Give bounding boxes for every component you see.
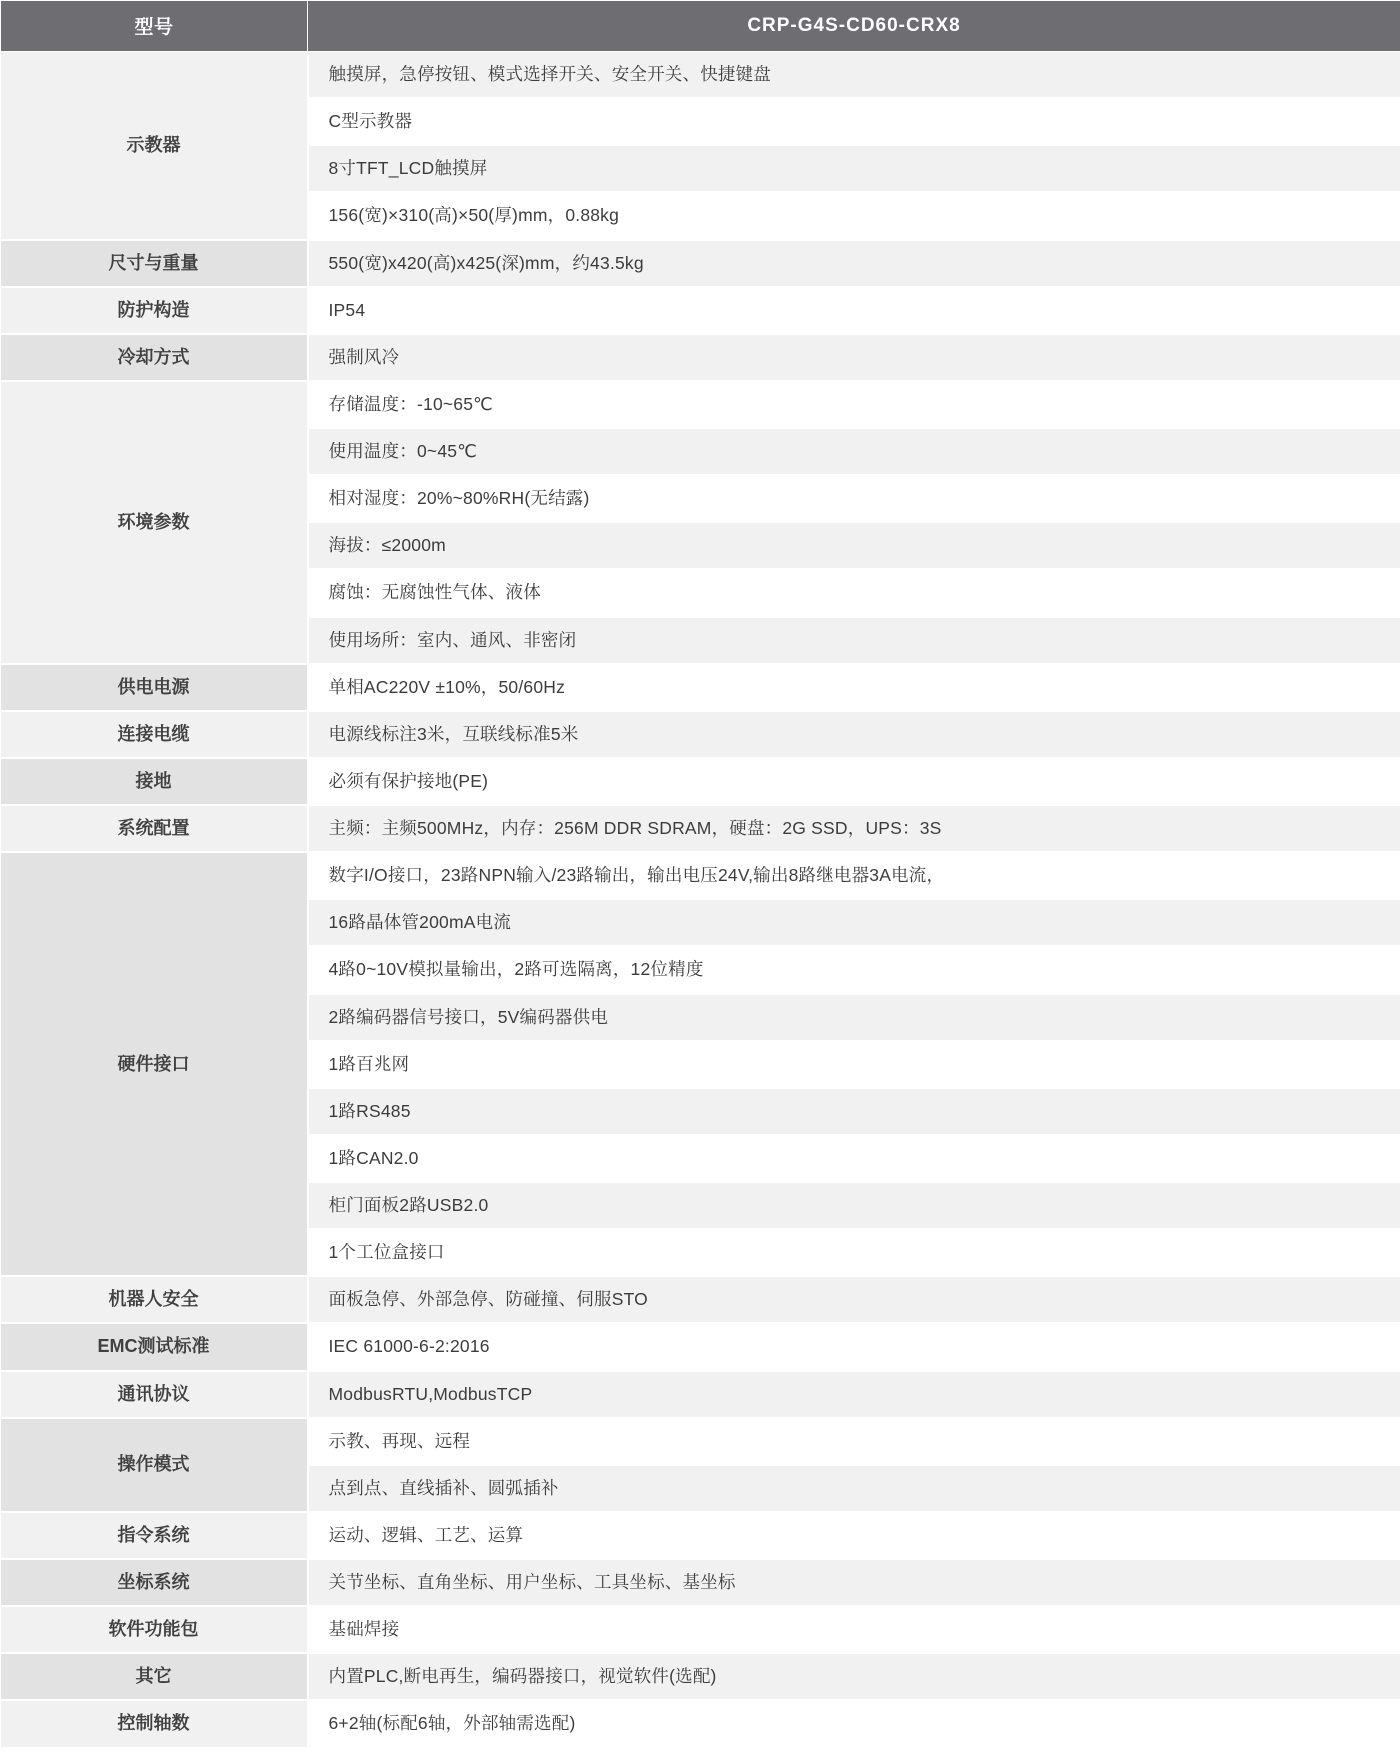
row-values (308, 287, 1400, 334)
row-value-line: 必须有保护接地(PE) (309, 759, 1400, 804)
row-value-line: 156(宽)×310(高)×50(厚)mm，0.88kg (309, 193, 1400, 238)
table-row (1, 1559, 1400, 1606)
row-value-line: 8寸TFT_LCD触摸屏 (309, 146, 1400, 193)
row-label: 尺寸与重量 (1, 240, 308, 287)
table-body (1, 52, 1400, 1748)
row-values (308, 240, 1400, 287)
row-label: 防护构造 (1, 287, 308, 334)
table-row (1, 1323, 1400, 1370)
row-value-line: 海拔：≤2000m (309, 523, 1400, 570)
row-label: 操作模式 (1, 1418, 308, 1512)
row-value-line: 关节坐标、直角坐标、用户坐标、工具坐标、基坐标 (309, 1560, 1400, 1605)
row-values (308, 1512, 1400, 1559)
table-row (1, 664, 1400, 711)
table-row (1, 287, 1400, 334)
table-row (1, 52, 1400, 240)
row-values (308, 1700, 1400, 1747)
row-label: 软件功能包 (1, 1606, 308, 1653)
row-label: 环境参数 (1, 381, 308, 664)
table-row (1, 758, 1400, 805)
row-value-line: 单相AC220V ±10%，50/60Hz (309, 665, 1400, 710)
row-value-line: ModbusRTU,ModbusTCP (309, 1372, 1400, 1417)
row-value-line: 1路RS485 (309, 1089, 1400, 1136)
row-values (308, 1371, 1400, 1418)
row-label: 系统配置 (1, 805, 308, 852)
row-values (308, 381, 1400, 664)
row-value-line: IEC 61000-6-2:2016 (309, 1324, 1400, 1369)
table-row (1, 334, 1400, 381)
row-value-line: 示教、再现、远程 (309, 1419, 1400, 1466)
row-values (308, 711, 1400, 758)
table-row (1, 381, 1400, 664)
row-value-line: 柜门面板2路USB2.0 (309, 1183, 1400, 1230)
row-value-line: C型示教器 (309, 99, 1400, 146)
row-label: 控制轴数 (1, 1700, 308, 1747)
row-values (308, 805, 1400, 852)
bottom-spacer (0, 1749, 1400, 1763)
table-row (1, 1418, 1400, 1512)
row-value-line: 4路0~10V模拟量输出，2路可选隔离，12位精度 (309, 947, 1400, 994)
header-label-cell: 型号 (1, 1, 308, 52)
row-value-line: 2路编码器信号接口，5V编码器供电 (309, 995, 1400, 1042)
row-value-line: 1个工位盒接口 (309, 1230, 1400, 1275)
row-label: 其它 (1, 1653, 308, 1700)
row-value-line: 内置PLC,断电再生，编码器接口，视觉软件(选配) (309, 1654, 1400, 1699)
row-values (308, 1653, 1400, 1700)
table-row (1, 1276, 1400, 1323)
row-values (308, 52, 1400, 240)
row-value-line: 基础焊接 (309, 1607, 1400, 1652)
header-model-cell: CRP-G4S-CD60-CRX8 (308, 1, 1400, 52)
table-row (1, 1653, 1400, 1700)
row-values (308, 758, 1400, 805)
row-values (308, 1323, 1400, 1370)
row-value-line: 面板急停、外部急停、防碰撞、伺服STO (309, 1277, 1400, 1322)
row-label: 示教器 (1, 52, 308, 240)
row-label: 坐标系统 (1, 1559, 308, 1606)
row-value-line: 相对湿度：20%~80%RH(无结露) (309, 476, 1400, 523)
table-row (1, 1512, 1400, 1559)
row-value-line: 16路晶体管200mA电流 (309, 900, 1400, 947)
row-label: 供电电源 (1, 664, 308, 711)
row-value-line: IP54 (309, 288, 1400, 333)
row-label: 通讯协议 (1, 1371, 308, 1418)
row-label: 接地 (1, 758, 308, 805)
row-value-line: 触摸屏，急停按钮、模式选择开关、安全开关、快捷键盘 (309, 52, 1400, 99)
table-row (1, 711, 1400, 758)
table-row (1, 1700, 1400, 1747)
row-label: 连接电缆 (1, 711, 308, 758)
row-value-line: 腐蚀：无腐蚀性气体、液体 (309, 570, 1400, 617)
row-label: 冷却方式 (1, 334, 308, 381)
row-values (308, 334, 1400, 381)
row-value-line: 1路百兆网 (309, 1042, 1400, 1089)
table-header-row (1, 1, 1400, 52)
row-value-line: 550(宽)x420(高)x425(深)mm，约43.5kg (309, 241, 1400, 286)
row-values (308, 1418, 1400, 1512)
row-value-line: 强制风冷 (309, 335, 1400, 380)
row-value-line: 使用场所：室内、通风、非密闭 (309, 618, 1400, 663)
row-value-line: 1路CAN2.0 (309, 1136, 1400, 1183)
row-value-line: 存储温度：-10~65℃ (309, 382, 1400, 429)
row-value-line: 主频：主频500MHz，内存：256M DDR SDRAM，硬盘：2G SSD，UPS：3S (309, 806, 1400, 851)
row-values (308, 664, 1400, 711)
row-values (308, 1559, 1400, 1606)
row-label: EMC测试标准 (1, 1323, 308, 1370)
row-values (308, 1276, 1400, 1323)
row-label: 机器人安全 (1, 1276, 308, 1323)
row-value-line: 数字I/O接口，23路NPN输入/23路输出，输出电压24V,输出8路继电器3A电流， (309, 853, 1400, 900)
table-row (1, 240, 1400, 287)
row-values (308, 852, 1400, 1276)
table-row (1, 1606, 1400, 1653)
row-value-line: 运动、逻辑、工艺、运算 (309, 1513, 1400, 1558)
row-label: 指令系统 (1, 1512, 308, 1559)
row-value-line: 使用温度：0~45℃ (309, 429, 1400, 476)
row-value-line: 6+2轴(标配6轴，外部轴需选配) (309, 1701, 1400, 1746)
table-row (1, 852, 1400, 1276)
row-value-line: 电源线标注3米，互联线标准5米 (309, 712, 1400, 757)
row-values (308, 1606, 1400, 1653)
table-row (1, 1371, 1400, 1418)
row-label: 硬件接口 (1, 852, 308, 1276)
row-value-line: 点到点、直线插补、圆弧插补 (309, 1466, 1400, 1511)
table-row (1, 805, 1400, 852)
